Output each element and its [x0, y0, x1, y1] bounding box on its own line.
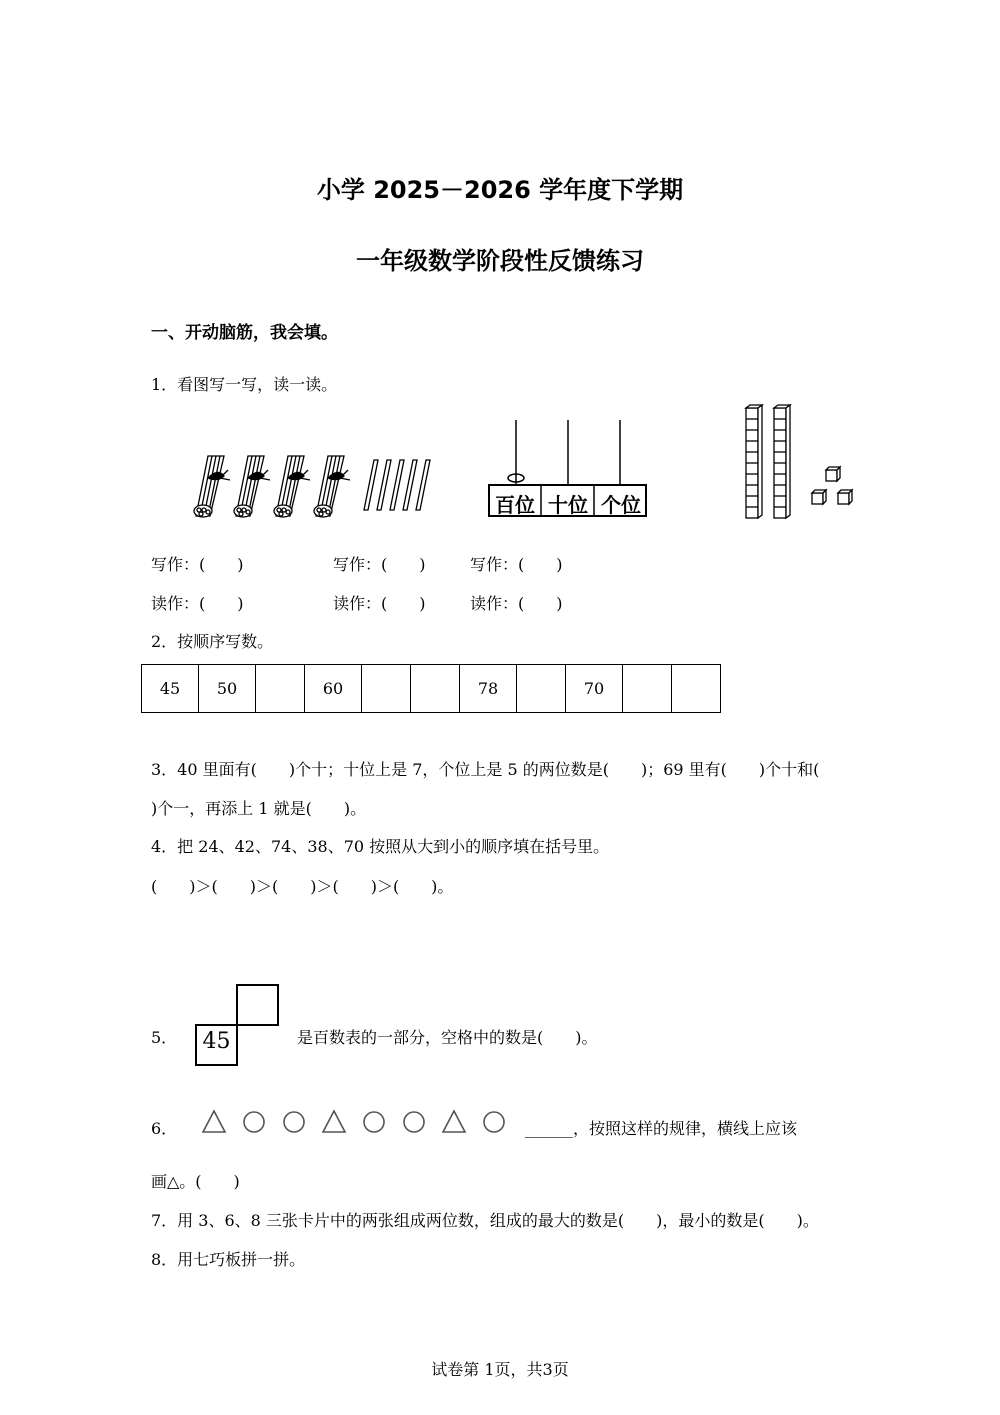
question-4-line-1: 4．把 24、42、74、38、70 按照从大到小的顺序填在括号里。: [151, 837, 610, 856]
question-6-line-2: 画△。( ): [151, 1172, 240, 1191]
question-7-text: 7．用 3、6、8 三张卡片中的两张组成两位数，组成的最大的数是( )，最小的数是( )。: [151, 1211, 819, 1230]
sequence-cell-blank[interactable]: [672, 665, 721, 713]
question-5-text: 是百数表的一部分，空格中的数是( )。: [297, 1028, 598, 1047]
hundred-chart-fragment: [194, 983, 282, 1069]
question-3-line-2: )个一，再添上 1 就是( )。: [151, 799, 367, 818]
circle-icon: [404, 1112, 424, 1132]
page-subtitle: 一年级数学阶段性反馈练习: [356, 247, 644, 275]
abacus-label-hundreds: 百位: [495, 493, 535, 517]
triangle-icon: [323, 1111, 345, 1132]
read-answer-1[interactable]: 读作：( ): [151, 594, 244, 613]
sequence-cell: 45: [142, 665, 199, 713]
shape-pattern: [200, 1108, 520, 1138]
question-1-label: 1．看图写一写，读一读。: [151, 375, 338, 394]
sequence-cell-blank[interactable]: [411, 665, 460, 713]
number-sequence-table: [141, 664, 721, 713]
hundred-chart-value: 45: [202, 1029, 231, 1054]
circle-icon: [364, 1112, 384, 1132]
circle-icon: [244, 1112, 264, 1132]
triangle-icon: [443, 1111, 465, 1132]
base-ten-blocks-illustration: [742, 404, 860, 522]
sequence-cell: 78: [460, 665, 517, 713]
triangle-icon: [203, 1111, 225, 1132]
stick-bundles-illustration: [190, 448, 450, 524]
abacus-label-ones: 个位: [601, 493, 641, 517]
sequence-cell: 60: [305, 665, 362, 713]
sequence-cell-blank[interactable]: [623, 665, 672, 713]
question-8-text: 8．用七巧板拼一拼。: [151, 1250, 306, 1269]
question-3-line-1: 3．40 里面有( )个十；十位上是 7，个位上是 5 的两位数是( )；69 里有( )个十和(: [151, 760, 820, 779]
sequence-cell-blank[interactable]: [517, 665, 566, 713]
question-6-text: ______，按照这样的规律，横线上应该: [525, 1119, 798, 1138]
sequence-cell-blank[interactable]: [256, 665, 305, 713]
sequence-cell: 70: [566, 665, 623, 713]
write-answer-2[interactable]: 写作：( ): [333, 555, 426, 574]
read-answer-3[interactable]: 读作：( ): [470, 594, 563, 613]
section-heading: 一、开动脑筋，我会填。: [151, 323, 338, 343]
sequence-cell: 50: [199, 665, 256, 713]
read-answer-2[interactable]: 读作：( ): [333, 594, 426, 613]
question-4-answer-line[interactable]: ( )＞( )＞( )＞( )＞( )。: [151, 877, 454, 896]
circle-icon: [284, 1112, 304, 1132]
abacus-label-tens: 十位: [548, 493, 588, 517]
question-2-label: 2．按顺序写数。: [151, 632, 274, 651]
question-5-number: 5．: [151, 1028, 178, 1047]
circle-icon: [484, 1112, 504, 1132]
write-answer-3[interactable]: 写作：( ): [470, 555, 563, 574]
write-answer-1[interactable]: 写作：( ): [151, 555, 244, 574]
page-title: 小学 2025－2026 学年度下学期: [316, 176, 684, 204]
question-6-number: 6．: [151, 1119, 178, 1138]
page-footer: 试卷第 1页，共3页: [431, 1360, 569, 1379]
sequence-cell-blank[interactable]: [362, 665, 411, 713]
